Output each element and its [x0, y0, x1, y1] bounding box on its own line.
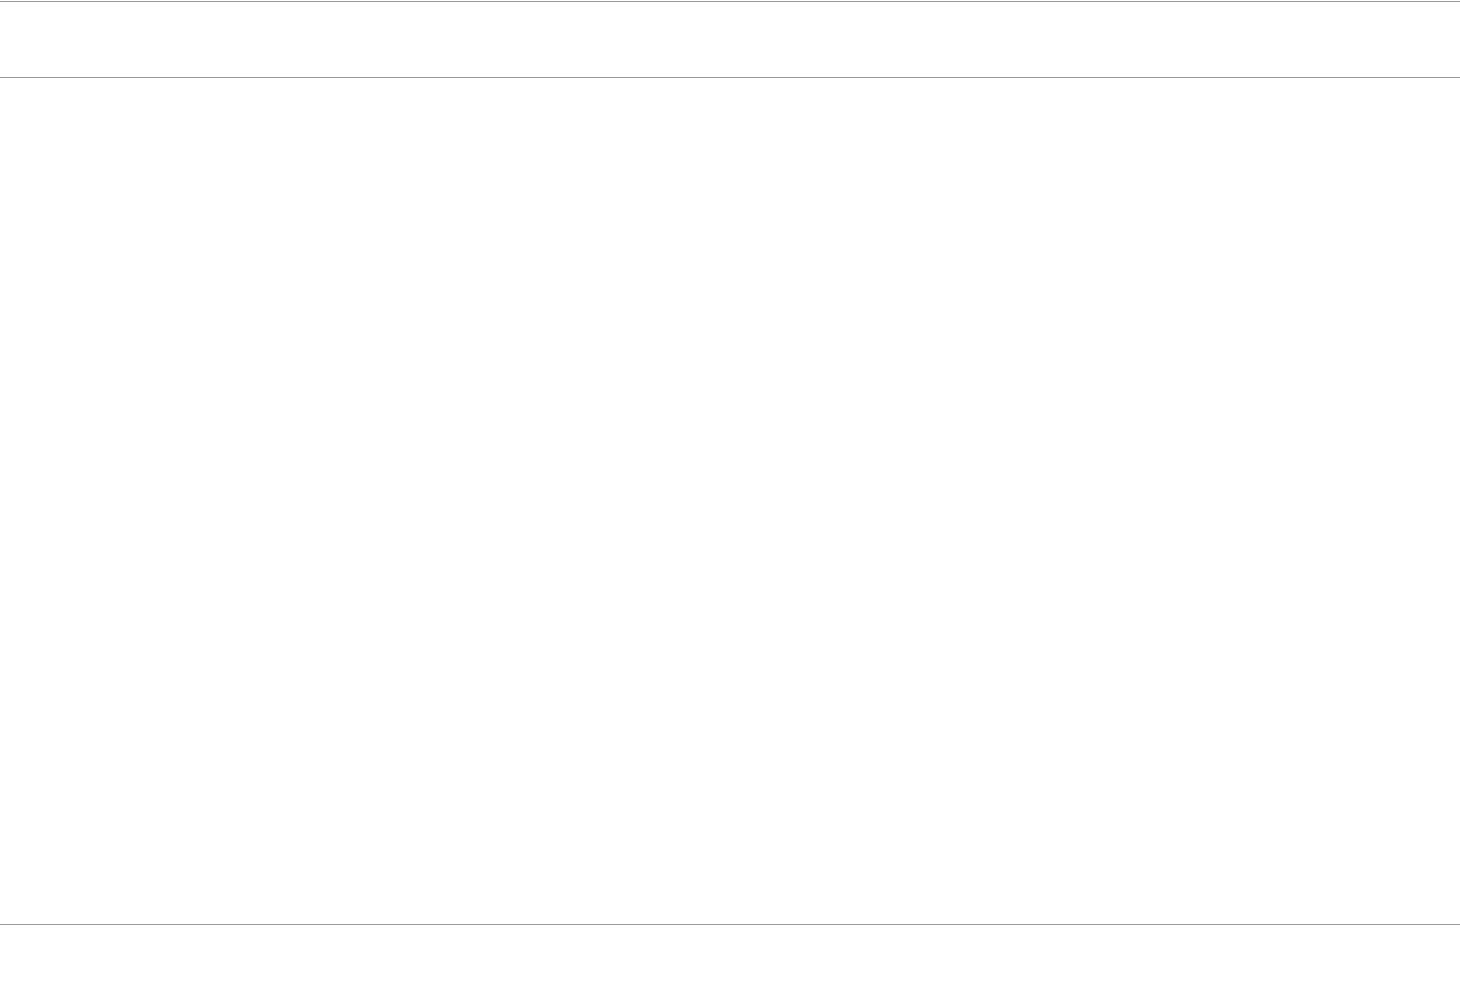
header-rule: [0, 77, 1460, 78]
bottom-rule: [0, 924, 1460, 925]
top-rule: [0, 1, 1460, 2]
